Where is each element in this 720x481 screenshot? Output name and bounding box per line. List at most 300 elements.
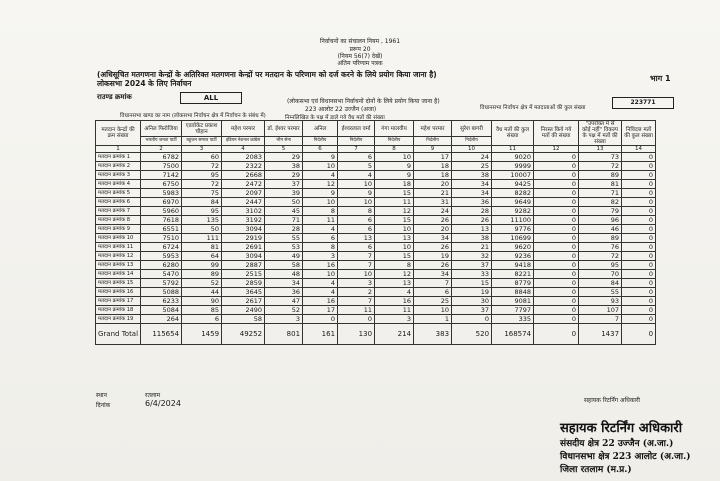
value-cell: 95 [182, 207, 222, 216]
value-cell: 2490 [222, 306, 265, 315]
total-electors-box: 223771 [612, 97, 674, 109]
value-cell: 4 [338, 171, 375, 180]
value-cell: 28 [265, 225, 303, 234]
value-cell: 7142 [141, 171, 182, 180]
value-cell: 24 [414, 207, 452, 216]
value-cell: 71 [265, 216, 303, 225]
value-cell: 8779 [492, 279, 534, 288]
value-cell: 39 [265, 189, 303, 198]
value-cell: 8221 [492, 270, 534, 279]
value-cell: 0 [622, 171, 656, 180]
station-cell: मतदान क्रमांक 10 [96, 234, 141, 243]
table-row [96, 189, 656, 198]
total-electors-label: विधानसभा निर्वाचन क्षेत्र में मतदाताओं की कुल संख्या [480, 105, 586, 111]
value-cell: 0 [534, 252, 579, 261]
table-row [96, 153, 656, 162]
col-header-tendered: निविदत्त मतों की कुल संख्या [622, 121, 656, 146]
value-cell: 2919 [222, 234, 265, 243]
value-cell: 0 [622, 225, 656, 234]
value-cell: 6750 [141, 180, 182, 189]
value-cell: 7618 [141, 216, 182, 225]
value-cell: 0 [622, 252, 656, 261]
value-cell: 0 [622, 234, 656, 243]
value-cell: 32 [452, 252, 492, 261]
value-cell: 34 [452, 180, 492, 189]
value-cell: 6724 [141, 243, 182, 252]
value-cell: 71 [579, 189, 622, 198]
column-number: 12 [534, 146, 579, 153]
value-cell: 0 [534, 243, 579, 252]
officer-caption: सहायक रिटर्निंग अधिकारी [584, 397, 640, 404]
value-cell: 5953 [141, 252, 182, 261]
value-cell: 37 [265, 180, 303, 189]
value-cell: 5983 [141, 189, 182, 198]
value-cell: 0 [338, 315, 375, 324]
col-header-rejected: निरस्त किये गये मतों की संख्या [534, 121, 579, 146]
value-cell: 44 [182, 288, 222, 297]
header-rule-reference: (नियम 56(7) देखें) [337, 53, 383, 60]
value-cell: 52 [182, 279, 222, 288]
col-header-candidate-5: अनिल [303, 121, 338, 137]
value-cell: 55 [579, 288, 622, 297]
value-cell: 37 [452, 306, 492, 315]
intro-election: लोकसभा 2024 के लिए निर्वाचन [97, 79, 192, 88]
segment-name-label: विधानसभा खण्ड का नाम (लोकसभा निर्वाचन क्षेत्र में निर्वाचन के संबंध में) [120, 113, 266, 119]
grand-total-cell: 130 [338, 324, 375, 345]
value-cell: 25 [414, 297, 452, 306]
value-cell: 13 [452, 225, 492, 234]
value-cell: 3 [303, 252, 338, 261]
value-cell: 2322 [222, 162, 265, 171]
intro-purpose: (अधिसूचित मतगणना केन्द्रों के अतिरिक्त मतगणना केन्द्रों पर मतदान के परिणाम को दर्ज करने के लिये प्रयोग किया जाना है) [97, 70, 437, 79]
value-cell: 37 [452, 261, 492, 270]
value-cell: 11 [375, 306, 414, 315]
column-number: 8 [375, 146, 414, 153]
value-cell: 5960 [141, 207, 182, 216]
value-cell: 1 [414, 315, 452, 324]
value-cell: 49 [265, 252, 303, 261]
value-cell: 33 [452, 270, 492, 279]
value-cell: 335 [492, 315, 534, 324]
table-row [96, 207, 656, 216]
value-cell: 0 [622, 270, 656, 279]
column-number: 6 [303, 146, 338, 153]
grand-total-cell: 1459 [182, 324, 222, 345]
value-cell: 72 [182, 162, 222, 171]
station-cell: मतदान क्रमांक 12 [96, 252, 141, 261]
grand-total-cell: 115654 [141, 324, 182, 345]
value-cell: 8282 [492, 189, 534, 198]
value-cell: 5470 [141, 270, 182, 279]
value-cell: 7500 [141, 162, 182, 171]
value-cell: 0 [622, 306, 656, 315]
station-cell: मतदान क्रमांक 7 [96, 207, 141, 216]
value-cell: 8848 [492, 288, 534, 297]
value-cell: 60 [182, 153, 222, 162]
value-cell: 3 [375, 315, 414, 324]
value-cell: 10 [375, 153, 414, 162]
party-label: भीम सेना [265, 137, 303, 146]
value-cell: 17 [414, 153, 452, 162]
value-cell: 9 [303, 189, 338, 198]
value-cell: 15 [375, 252, 414, 261]
value-cell: 0 [534, 207, 579, 216]
value-cell: 0 [303, 315, 338, 324]
column-number: 7 [338, 146, 375, 153]
value-cell: 2447 [222, 198, 265, 207]
value-cell: 7 [338, 297, 375, 306]
constituency-name: 223 आलोट 22 उज्जैन (अजा) [305, 106, 377, 113]
value-cell: 9236 [492, 252, 534, 261]
station-cell: मतदान क्रमांक 1 [96, 153, 141, 162]
value-cell: 0 [622, 162, 656, 171]
column-number: 10 [452, 146, 492, 153]
usage-note: (लोकसभा एवं विधानसभा निर्वाचनों दोनों के लिये प्रयोग किया जाना है) [287, 98, 440, 105]
value-cell: 0 [622, 189, 656, 198]
value-cell: 50 [265, 198, 303, 207]
value-cell: 0 [622, 216, 656, 225]
col-header-candidate-3: महेश परमार [222, 121, 265, 137]
value-cell: 15 [375, 189, 414, 198]
column-number: 13 [579, 146, 622, 153]
value-cell: 46 [579, 225, 622, 234]
value-cell: 0 [534, 216, 579, 225]
station-cell: मतदान क्रमांक 14 [96, 270, 141, 279]
value-cell: 0 [452, 315, 492, 324]
value-cell: 16 [303, 297, 338, 306]
value-cell: 10 [338, 180, 375, 189]
value-cell: 0 [622, 315, 656, 324]
value-cell: 6 [338, 225, 375, 234]
column-number: 9 [414, 146, 452, 153]
station-cell: मतदान क्रमांक 6 [96, 198, 141, 207]
value-cell: 0 [534, 180, 579, 189]
party-label: बहुजन समाज पार्टी [182, 137, 222, 146]
table-row [96, 171, 656, 180]
value-cell: 34 [265, 279, 303, 288]
value-cell: 38 [265, 162, 303, 171]
value-cell: 8 [303, 243, 338, 252]
value-cell: 21 [414, 189, 452, 198]
value-cell: 9620 [492, 243, 534, 252]
value-cell: 2617 [222, 297, 265, 306]
value-cell: 9 [375, 171, 414, 180]
value-cell: 2472 [222, 180, 265, 189]
value-cell: 26 [414, 243, 452, 252]
value-cell: 48 [265, 270, 303, 279]
party-label: भारतीय जनता पार्टी [141, 137, 182, 146]
table-row [96, 234, 656, 243]
value-cell: 13 [375, 234, 414, 243]
value-cell: 6 [338, 153, 375, 162]
value-cell: 16 [375, 297, 414, 306]
value-cell: 11100 [492, 216, 534, 225]
col-header-total-valid: वैध मतों की कुल संख्या [492, 121, 534, 146]
value-cell: 10699 [492, 234, 534, 243]
value-cell: 3094 [222, 252, 265, 261]
value-cell: 7 [414, 279, 452, 288]
value-cell: 20 [414, 225, 452, 234]
value-cell: 4 [375, 288, 414, 297]
table-row [96, 279, 656, 288]
value-cell: 26 [452, 216, 492, 225]
grand-total-cell: 520 [452, 324, 492, 345]
table-row [96, 180, 656, 189]
grand-total-cell: 1437 [579, 324, 622, 345]
part-label: भाग 1 [650, 74, 671, 83]
party-label: निर्दलीय [375, 137, 414, 146]
value-cell: 20 [414, 180, 452, 189]
value-cell: 3192 [222, 216, 265, 225]
value-cell: 50 [182, 225, 222, 234]
value-cell: 3645 [222, 288, 265, 297]
value-cell: 10 [303, 162, 338, 171]
col-header-station: मतदान केन्द्रों की क्रम संख्या [96, 121, 141, 146]
value-cell: 72 [182, 180, 222, 189]
column-number: 14 [622, 146, 656, 153]
value-cell: 15 [452, 279, 492, 288]
value-cell: 2668 [222, 171, 265, 180]
station-cell: मतदान क्रमांक 9 [96, 225, 141, 234]
value-cell: 82 [579, 198, 622, 207]
station-cell: मतदान क्रमांक 18 [96, 306, 141, 315]
station-cell: मतदान क्रमांक 17 [96, 297, 141, 306]
value-cell: 10007 [492, 171, 534, 180]
value-cell: 0 [534, 288, 579, 297]
value-cell: 12 [375, 270, 414, 279]
party-label: निर्दलीय [414, 137, 452, 146]
value-cell: 0 [534, 270, 579, 279]
value-cell: 28 [452, 207, 492, 216]
value-cell: 8 [338, 207, 375, 216]
table-row [96, 297, 656, 306]
value-cell: 73 [579, 153, 622, 162]
value-cell: 34 [452, 189, 492, 198]
value-cell: 6551 [141, 225, 182, 234]
value-cell: 3102 [222, 207, 265, 216]
value-cell: 0 [622, 180, 656, 189]
value-cell: 10 [303, 270, 338, 279]
value-cell: 29 [265, 153, 303, 162]
value-cell: 79 [579, 207, 622, 216]
value-cell: 9020 [492, 153, 534, 162]
station-cell: मतदान क्रमांक 15 [96, 279, 141, 288]
col-header-candidate-8: महेश परमार [414, 121, 452, 137]
value-cell: 93 [579, 297, 622, 306]
value-cell: 10 [338, 198, 375, 207]
value-cell: 25 [452, 162, 492, 171]
column-number: 3 [182, 146, 222, 153]
value-cell: 264 [141, 315, 182, 324]
value-cell: 3094 [222, 225, 265, 234]
col-header-candidate-7: गंगा मालवीय [375, 121, 414, 137]
value-cell: 9081 [492, 297, 534, 306]
party-label: निर्दलीय [303, 137, 338, 146]
value-cell: 96 [579, 216, 622, 225]
grand-total-cell: 161 [303, 324, 338, 345]
value-cell: 7 [579, 315, 622, 324]
value-cell: 21 [452, 243, 492, 252]
table-row [96, 261, 656, 270]
value-cell: 36 [265, 288, 303, 297]
party-label: निर्दलीय [452, 137, 492, 146]
value-cell: 107 [579, 306, 622, 315]
value-cell: 0 [534, 162, 579, 171]
value-cell: 58 [265, 261, 303, 270]
value-cell: 12 [303, 180, 338, 189]
col-header-candidate-1: अनिल फिरोजिया [141, 121, 182, 137]
station-cell: मतदान क्रमांक 11 [96, 243, 141, 252]
value-cell: 26 [414, 261, 452, 270]
value-cell: 52 [265, 306, 303, 315]
value-cell: 0 [534, 189, 579, 198]
value-cell: 111 [182, 234, 222, 243]
grand-total-row [96, 324, 656, 345]
column-number-row [96, 146, 656, 153]
value-cell: 0 [622, 198, 656, 207]
value-cell: 0 [622, 288, 656, 297]
value-cell: 47 [265, 297, 303, 306]
value-cell: 19 [452, 288, 492, 297]
value-cell: 18 [414, 162, 452, 171]
value-cell: 0 [622, 153, 656, 162]
value-cell: 10 [303, 198, 338, 207]
value-cell: 0 [534, 171, 579, 180]
value-cell: 34 [414, 270, 452, 279]
value-cell: 9418 [492, 261, 534, 270]
value-cell: 6 [338, 216, 375, 225]
value-cell: 45 [265, 207, 303, 216]
officer-stamp-assembly: विधानसभा क्षेत्र 223 आलोट (अ.जा.) [560, 452, 691, 462]
value-cell: 0 [622, 297, 656, 306]
value-cell: 84 [182, 198, 222, 207]
value-cell: 10 [375, 243, 414, 252]
header-form-number: प्ररूप 20 [349, 46, 371, 53]
col-header-nota: "उपरोक्त में से कोई नहीं" विकल्प के पक्ष में मतों की संख्या [579, 121, 622, 146]
value-cell: 10 [414, 306, 452, 315]
value-cell: 64 [182, 252, 222, 261]
station-cell: मतदान क्रमांक 4 [96, 180, 141, 189]
value-cell: 95 [182, 171, 222, 180]
value-cell: 89 [579, 234, 622, 243]
value-cell: 76 [579, 243, 622, 252]
value-cell: 2083 [222, 153, 265, 162]
grand-total-cell: 49252 [222, 324, 265, 345]
value-cell: 84 [579, 279, 622, 288]
value-cell: 29 [265, 171, 303, 180]
value-cell: 7510 [141, 234, 182, 243]
value-cell: 4 [303, 288, 338, 297]
grand-total-cell: 214 [375, 324, 414, 345]
value-cell: 2 [338, 288, 375, 297]
station-cell: मतदान क्रमांक 16 [96, 288, 141, 297]
value-cell: 6 [414, 288, 452, 297]
date-value: 6/4/2024 [145, 399, 181, 408]
value-cell: 90 [182, 297, 222, 306]
officer-stamp-parliament: संसदीय क्षेत्र 22 उज्जैन (अ.जा.) [560, 439, 674, 449]
value-cell: 0 [534, 198, 579, 207]
value-cell: 11 [303, 216, 338, 225]
officer-stamp-title: सहायक रिटर्निंग अधिकारी [560, 421, 683, 436]
station-cell: मतदान क्रमांक 3 [96, 171, 141, 180]
value-cell: 2691 [222, 243, 265, 252]
column-number: 1 [96, 146, 141, 153]
value-cell: 0 [622, 279, 656, 288]
round-label: राउण्ड क्रमांक [97, 93, 132, 101]
value-cell: 6280 [141, 261, 182, 270]
value-cell: 38 [452, 171, 492, 180]
column-number: 4 [222, 146, 265, 153]
value-cell: 6 [303, 234, 338, 243]
value-cell: 7 [338, 261, 375, 270]
value-cell: 15 [375, 216, 414, 225]
table-row [96, 162, 656, 171]
value-cell: 24 [452, 153, 492, 162]
table-row [96, 243, 656, 252]
value-cell: 81 [579, 180, 622, 189]
value-cell: 0 [534, 297, 579, 306]
value-cell: 13 [338, 234, 375, 243]
value-cell: 10 [338, 270, 375, 279]
value-cell: 9 [338, 189, 375, 198]
value-cell: 9 [303, 153, 338, 162]
column-number: 5 [265, 146, 303, 153]
round-value-box: ALL [180, 92, 242, 104]
value-cell: 135 [182, 216, 222, 225]
value-cell: 4 [303, 279, 338, 288]
table-body [96, 146, 656, 345]
value-cell: 6233 [141, 297, 182, 306]
value-cell: 13 [375, 279, 414, 288]
value-cell: 0 [622, 207, 656, 216]
value-cell: 2887 [222, 261, 265, 270]
value-cell: 36 [452, 198, 492, 207]
value-cell: 89 [579, 171, 622, 180]
value-cell: 0 [534, 306, 579, 315]
value-cell: 38 [452, 234, 492, 243]
grand-total-cell: 0 [534, 324, 579, 345]
header-rule-title: निर्वाचनों का संचालन नियम , 1961 [319, 38, 401, 45]
value-cell: 2515 [222, 270, 265, 279]
col-header-candidate-6: ईश्वरलाल वर्मा [338, 121, 375, 137]
column-number: 11 [492, 146, 534, 153]
station-cell: मतदान क्रमांक 8 [96, 216, 141, 225]
column-number: 2 [141, 146, 182, 153]
value-cell: 99 [182, 261, 222, 270]
table-row [96, 288, 656, 297]
grand-total-cell: 0 [622, 324, 656, 345]
value-cell: 16 [303, 261, 338, 270]
grand-total-cell: 168574 [492, 324, 534, 345]
value-cell: 58 [222, 315, 265, 324]
table-header-row [96, 121, 656, 137]
value-cell: 0 [534, 261, 579, 270]
value-cell: 3 [265, 315, 303, 324]
value-cell: 5088 [141, 288, 182, 297]
value-cell: 5084 [141, 306, 182, 315]
table-row [96, 252, 656, 261]
station-cell: मतदान क्रमांक 5 [96, 189, 141, 198]
value-cell: 0 [534, 225, 579, 234]
grand-total-cell: 383 [414, 324, 452, 345]
value-cell: 7 [338, 252, 375, 261]
value-cell: 72 [579, 252, 622, 261]
value-cell: 17 [303, 306, 338, 315]
grand-total-label: Grand Total [96, 324, 141, 345]
table-row [96, 216, 656, 225]
value-cell: 81 [182, 243, 222, 252]
value-cell: 12 [375, 207, 414, 216]
